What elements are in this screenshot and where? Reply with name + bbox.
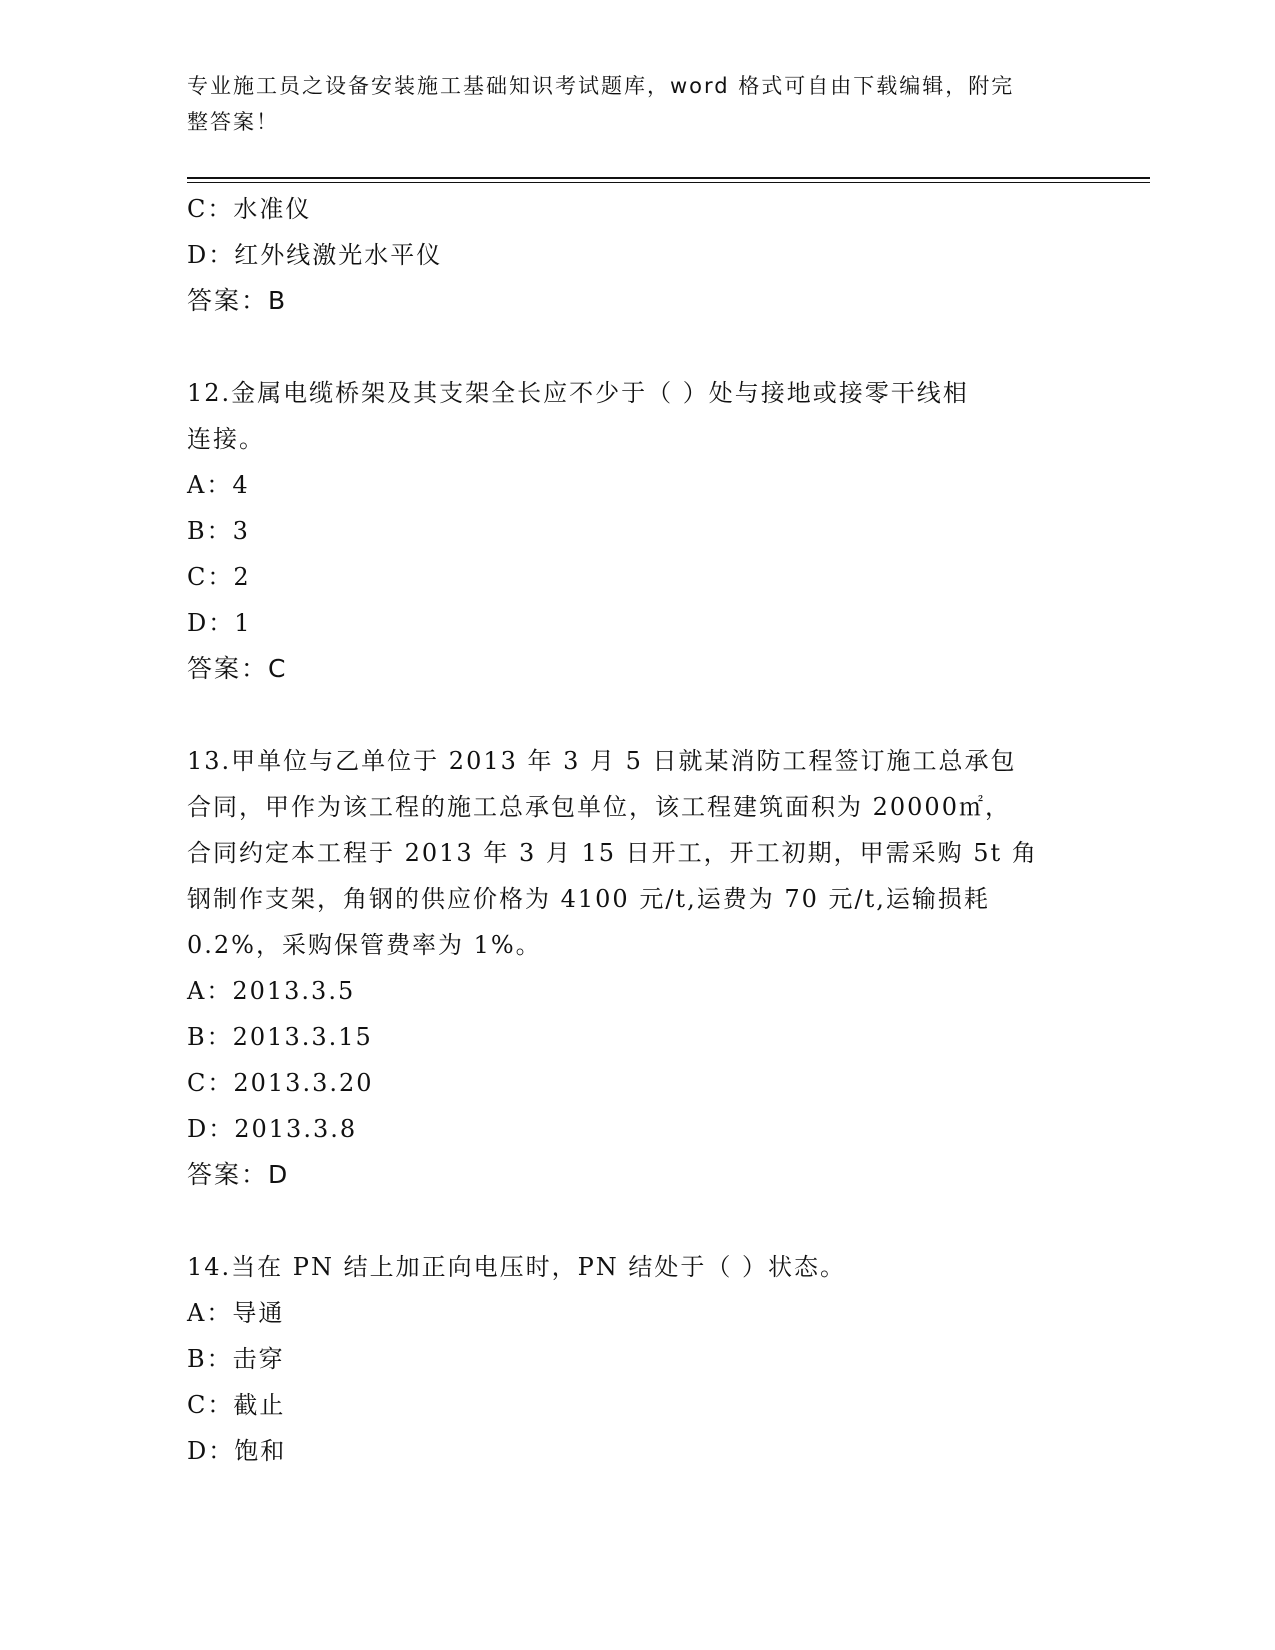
question-text-line: 钢制作支架，角钢的供应价格为 4100 元/t,运费为 70 元/t,运输损耗	[187, 885, 990, 913]
answer: 答案：D	[187, 1160, 290, 1189]
question-text-line: 合同，甲作为该工程的施工总承包单位，该工程建筑面积为 20000㎡，	[187, 793, 1011, 821]
header-title-line-1: 专业施工员之设备安装施工基础知识考试题库，word 格式可自由下载编辑，附完	[187, 74, 1015, 98]
option-d: D：1	[187, 609, 252, 637]
header-divider-thin	[187, 182, 1150, 183]
question-text-line: 0.2%，采购保管费率为 1%。	[187, 931, 542, 959]
option-c: C：水准仪	[187, 195, 312, 223]
option-a: A：导通	[187, 1299, 285, 1327]
answer: 答案：C	[187, 654, 288, 683]
option-a: A：4	[187, 471, 250, 499]
question-text-line: 连接。	[187, 425, 265, 453]
continued-question	[187, 186, 1067, 324]
question-text-line: 13.甲单位与乙单位于 2013 年 3 月 5 日就某消防工程签订施工总承包	[187, 747, 1017, 775]
answer: 答案：B	[187, 286, 288, 315]
question-13	[187, 738, 1067, 1198]
question-14	[187, 1244, 1067, 1474]
header-divider-thick	[187, 177, 1150, 179]
option-a: A：2013.3.5	[187, 977, 356, 1005]
option-c: C：截止	[187, 1391, 286, 1419]
option-d: D：红外线激光水平仪	[187, 241, 443, 269]
question-12	[187, 370, 1067, 692]
header-title-line-2: 整答案！	[187, 110, 279, 134]
option-c: C：2013.3.20	[187, 1069, 374, 1097]
option-d: D：饱和	[187, 1437, 287, 1465]
document-body	[187, 186, 1067, 1474]
option-c: C：2	[187, 563, 251, 591]
option-b: B：击穿	[187, 1345, 285, 1373]
option-d: D：2013.3.8	[187, 1115, 358, 1143]
question-text-line: 14.当在 PN 结上加正向电压时，PN 结处于（ ）状态。	[187, 1253, 846, 1281]
option-b: B：3	[187, 517, 250, 545]
page-header	[187, 68, 1087, 140]
option-b: B：2013.3.15	[187, 1023, 373, 1051]
question-text-line: 合同约定本工程于 2013 年 3 月 15 日开工，开工初期，甲需采购 5t 角	[187, 839, 1038, 867]
question-text-line: 12.金属电缆桥架及其支架全长应不少于（ ）处与接地或接零干线相	[187, 379, 969, 407]
